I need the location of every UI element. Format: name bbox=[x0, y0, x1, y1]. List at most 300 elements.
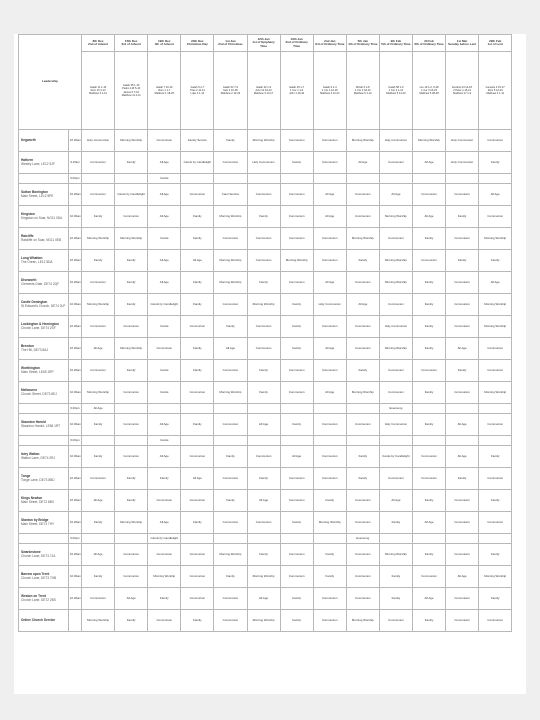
service-time-cell: 10.30am bbox=[69, 468, 82, 490]
service-cell: Communion bbox=[446, 382, 479, 404]
service-cell: Communion bbox=[247, 446, 280, 468]
service-cell: Family bbox=[479, 490, 512, 512]
church-address: Tonge Lane, DE73 8BD bbox=[21, 477, 55, 482]
service-cell bbox=[412, 174, 445, 184]
sunday-name-label: 2nd of Christmas bbox=[218, 42, 243, 46]
service-cell: Communion bbox=[412, 360, 445, 382]
service-cell: Communion bbox=[313, 360, 346, 382]
service-cell bbox=[446, 436, 479, 446]
service-cell bbox=[181, 534, 214, 544]
service-cell: Morning Worship bbox=[82, 228, 115, 250]
service-cell: Carols bbox=[148, 436, 181, 446]
service-time-cell: 10.30am bbox=[69, 184, 82, 206]
service-cell: All Age bbox=[412, 588, 445, 610]
service-cell: Family bbox=[412, 382, 445, 404]
service-time-cell: 6.00pm bbox=[69, 174, 82, 184]
date-header-cell bbox=[479, 35, 512, 52]
church-name: Staunton Harold bbox=[21, 419, 46, 424]
service-cell: Communion bbox=[115, 566, 148, 588]
service-cell: Family bbox=[181, 338, 214, 360]
service-cell bbox=[446, 174, 479, 184]
service-cell: All Age bbox=[313, 382, 346, 404]
service-cell: Communion bbox=[446, 490, 479, 512]
service-cell: Carols bbox=[148, 228, 181, 250]
service-cell bbox=[280, 534, 313, 544]
service-cell: Communion bbox=[280, 360, 313, 382]
date-label: 8th Dec bbox=[92, 38, 104, 43]
service-cell: Morning Worship bbox=[82, 382, 115, 404]
service-cell: All Age bbox=[82, 338, 115, 360]
service-cell: Evensong bbox=[346, 534, 379, 544]
table-row bbox=[19, 272, 512, 294]
service-cell: All Age bbox=[346, 294, 379, 316]
service-cell: Communion bbox=[313, 468, 346, 490]
service-cell: Family bbox=[479, 588, 512, 610]
church-name: Kings Newton bbox=[21, 495, 43, 500]
date-header-cell bbox=[313, 35, 346, 52]
service-cell: Communion bbox=[379, 294, 412, 316]
service-cell: Family bbox=[214, 566, 247, 588]
service-cell: Communion bbox=[280, 382, 313, 404]
church-name-cell bbox=[19, 534, 69, 544]
service-cell: Family bbox=[346, 446, 379, 468]
date-header-cell bbox=[181, 35, 214, 52]
table-row bbox=[19, 512, 512, 534]
church-address: St Edward's Church, DE74 2LP bbox=[21, 303, 66, 308]
service-time-cell: 10.30am bbox=[69, 250, 82, 272]
schedule-sheet bbox=[14, 34, 526, 694]
service-cell: Morning Worship bbox=[346, 228, 379, 250]
church-name-cell bbox=[19, 468, 69, 490]
sunday-name-label: 1st of Epiphany Time bbox=[252, 40, 275, 48]
service-cell: Communion bbox=[115, 544, 148, 566]
service-cell: Communion bbox=[479, 338, 512, 360]
service-cell bbox=[346, 436, 379, 446]
church-address: Main Street, LE12 5PE bbox=[21, 193, 54, 198]
service-cell bbox=[214, 534, 247, 544]
service-cell bbox=[247, 436, 280, 446]
service-cell: Morning Worship bbox=[379, 544, 412, 566]
date-header-cell bbox=[379, 35, 412, 52]
service-cell: Communion bbox=[82, 588, 115, 610]
church-name: Barrow upon Trent bbox=[21, 571, 50, 576]
table-row bbox=[19, 130, 512, 152]
service-cell bbox=[214, 436, 247, 446]
service-cell bbox=[115, 534, 148, 544]
service-cell: Communion bbox=[446, 512, 479, 534]
service-cell bbox=[214, 404, 247, 414]
church-name: Hathern bbox=[21, 157, 34, 162]
service-cell: All Age bbox=[148, 414, 181, 436]
church-address: Walton Lane, DE74 2RJ bbox=[21, 455, 56, 460]
service-time-cell: 10.30am bbox=[69, 294, 82, 316]
date-header-cell bbox=[346, 35, 379, 52]
sunday-name-label: 3rd of Ordinary Time bbox=[315, 42, 345, 46]
service-time-cell: 10.30am bbox=[69, 316, 82, 338]
church-name-cell bbox=[19, 588, 69, 610]
church-name-cell bbox=[19, 436, 69, 446]
service-cell: All Age bbox=[446, 446, 479, 468]
service-cell bbox=[479, 174, 512, 184]
service-cell: Family bbox=[82, 566, 115, 588]
service-cell: Family bbox=[148, 468, 181, 490]
service-cell: All Age bbox=[313, 272, 346, 294]
readings-cell: Isaiah 42 1-9 Acts 10 34-43 Matthew 3 13-17 bbox=[247, 52, 280, 130]
church-name: Long Whatton bbox=[21, 255, 43, 260]
service-cell: All Age bbox=[313, 206, 346, 228]
service-cell: All Age bbox=[313, 184, 346, 206]
service-cell: Communion bbox=[346, 544, 379, 566]
readings-cell: Isaiah 7 10-16 Rom 1 1-7 Matthew 1 18-25 bbox=[148, 52, 181, 130]
service-cell: Communion bbox=[313, 228, 346, 250]
church-address: Church Lane, DE74 2SF bbox=[21, 325, 56, 330]
table-row bbox=[19, 544, 512, 566]
church-address: Main Street, DE73 7HY bbox=[21, 521, 55, 526]
service-cell bbox=[379, 436, 412, 446]
service-cell: Family bbox=[247, 272, 280, 294]
service-cell: Communion bbox=[446, 316, 479, 338]
service-cell: Communion bbox=[346, 566, 379, 588]
date-header-cell bbox=[280, 35, 313, 52]
service-cell: Communion bbox=[346, 512, 379, 534]
church-name: Kingston bbox=[21, 211, 35, 216]
service-cell bbox=[280, 436, 313, 446]
service-cell: Carols bbox=[148, 382, 181, 404]
table-row bbox=[19, 566, 512, 588]
service-time-cell: 10.30am bbox=[69, 272, 82, 294]
table-row bbox=[19, 588, 512, 610]
service-cell: Family bbox=[479, 446, 512, 468]
sunday-name-label: Christmas Day bbox=[186, 42, 208, 46]
service-cell: Communion bbox=[148, 544, 181, 566]
service-cell: Communion bbox=[446, 610, 479, 632]
service-cell: Morning Worship bbox=[247, 294, 280, 316]
service-cell bbox=[479, 404, 512, 414]
service-cell: Communion bbox=[148, 610, 181, 632]
service-cell: Communion bbox=[214, 228, 247, 250]
service-cell: Communion bbox=[148, 338, 181, 360]
service-cell: Communion bbox=[181, 566, 214, 588]
service-cell: Morning Worship bbox=[412, 130, 445, 152]
service-cell: Morning Worship bbox=[346, 130, 379, 152]
service-cell: Family bbox=[82, 414, 115, 436]
service-cell: All Age bbox=[412, 206, 445, 228]
service-cell: Communion bbox=[247, 250, 280, 272]
service-cell: Morning Worship bbox=[214, 544, 247, 566]
service-cell: Family bbox=[115, 468, 148, 490]
church-address: Clements Gate, DE74 2QF bbox=[21, 281, 60, 286]
service-cell: All Age bbox=[379, 184, 412, 206]
date-label: 23 Feb bbox=[424, 38, 434, 43]
service-time-cell: 6.00pm bbox=[69, 436, 82, 446]
service-time-cell: 10.30am bbox=[69, 544, 82, 566]
service-cell bbox=[82, 174, 115, 184]
church-name-cell bbox=[19, 316, 69, 338]
service-time-cell: 10.30am bbox=[69, 588, 82, 610]
service-cell: Family bbox=[280, 610, 313, 632]
table-row bbox=[19, 534, 512, 544]
service-cell: Morning Worship bbox=[280, 250, 313, 272]
service-cell bbox=[115, 436, 148, 446]
table-row bbox=[19, 206, 512, 228]
service-cell: Communion bbox=[82, 272, 115, 294]
service-cell: Communion bbox=[82, 468, 115, 490]
service-cell: Communion bbox=[280, 206, 313, 228]
service-cell: Family bbox=[82, 446, 115, 468]
church-address: Church Street, DE73 8EJ bbox=[21, 391, 57, 396]
readings-cell: Isaiah 35 1-10 Psalm 146 5-10 James 5 7-10 Matthew 11 2-11 bbox=[115, 52, 148, 130]
service-cell: Communion bbox=[346, 338, 379, 360]
table-row bbox=[19, 360, 512, 382]
service-cell: Morning Worship bbox=[346, 382, 379, 404]
service-cell: Family bbox=[412, 228, 445, 250]
service-cell: Family bbox=[214, 446, 247, 468]
service-cell: Family bbox=[379, 512, 412, 534]
table-row bbox=[19, 152, 512, 174]
service-cell: Communion bbox=[412, 566, 445, 588]
service-cell: Communion bbox=[148, 130, 181, 152]
sunday-name-label: 4th of Advent bbox=[154, 42, 174, 46]
service-cell: Communion bbox=[379, 360, 412, 382]
service-cell: Communion bbox=[214, 414, 247, 436]
service-cell: Morning Worship bbox=[115, 130, 148, 152]
readings-cell: Exodus 24 12-18 2 Peter 1 16-21 Matthew 17 1-9 bbox=[446, 52, 479, 130]
table-row bbox=[19, 490, 512, 512]
service-cell: Communion bbox=[446, 272, 479, 294]
church-address: The Green, LE12 5DA bbox=[21, 259, 53, 264]
service-cell: Family bbox=[412, 490, 445, 512]
service-cell: Communion bbox=[479, 414, 512, 436]
service-cell: Communion bbox=[479, 468, 512, 490]
service-cell: Carols bbox=[148, 316, 181, 338]
service-cell: All Age bbox=[280, 446, 313, 468]
table-row bbox=[19, 446, 512, 468]
table-row bbox=[19, 338, 512, 360]
service-cell: Communion bbox=[214, 360, 247, 382]
service-cell: Morning Worship bbox=[115, 338, 148, 360]
church-name-cell bbox=[19, 174, 69, 184]
service-cell: Communion bbox=[479, 360, 512, 382]
date-label: 19th Jan bbox=[290, 37, 303, 42]
church-name-cell bbox=[19, 544, 69, 566]
readings-cell: Isaiah 63 7-9 Heb 2 10-18 Matthew 2 13-23 bbox=[214, 52, 247, 130]
service-cell: Morning Worship bbox=[214, 250, 247, 272]
service-cell bbox=[379, 174, 412, 184]
table-row bbox=[19, 250, 512, 272]
service-cell: Family bbox=[280, 588, 313, 610]
service-cell: All Age bbox=[82, 404, 115, 414]
service-cell bbox=[148, 404, 181, 414]
service-time-cell: 10.30am bbox=[69, 490, 82, 512]
leadership-corner-label: Leadership bbox=[19, 35, 82, 130]
service-cell: Communion bbox=[181, 544, 214, 566]
church-name-cell bbox=[19, 512, 69, 534]
service-cell: Morning Worship bbox=[82, 610, 115, 632]
church-name-cell bbox=[19, 490, 69, 512]
service-cell: Family bbox=[148, 588, 181, 610]
church-name-cell bbox=[19, 184, 69, 206]
church-name: Melbourne bbox=[21, 387, 38, 392]
service-cell: Communion bbox=[115, 206, 148, 228]
service-cell: Communion bbox=[313, 130, 346, 152]
service-cell: All Age bbox=[247, 414, 280, 436]
service-cell: Communion bbox=[446, 588, 479, 610]
table-row bbox=[19, 468, 512, 490]
church-name: Stanton by Bridge bbox=[21, 517, 49, 522]
service-cell: Carols bbox=[148, 174, 181, 184]
service-cell bbox=[280, 174, 313, 184]
service-cell: Morning Worship bbox=[379, 338, 412, 360]
service-cell: Communion bbox=[214, 468, 247, 490]
church-address: Ratcliffe on Soar, NG11 0EB bbox=[21, 237, 62, 242]
service-cell bbox=[247, 534, 280, 544]
service-cell bbox=[412, 534, 445, 544]
service-cell: Morning Worship bbox=[214, 382, 247, 404]
service-rota-table bbox=[18, 34, 512, 632]
readings-cell: Lev 19 1-2, 9-18 1 Cor 3 10-23 Matthew 5 38-48 bbox=[412, 52, 445, 130]
table-row bbox=[19, 294, 512, 316]
service-cell: Evensong bbox=[379, 404, 412, 414]
church-name-cell bbox=[19, 272, 69, 294]
table-body bbox=[19, 130, 512, 632]
service-cell: All Age bbox=[412, 512, 445, 534]
service-cell: Family bbox=[115, 360, 148, 382]
church-address: The Hill, DE73 8AJ bbox=[21, 347, 48, 352]
service-cell: Communion bbox=[115, 446, 148, 468]
service-cell: Family bbox=[82, 206, 115, 228]
church-name-cell bbox=[19, 338, 69, 360]
readings-cell: Isaiah 58 1-9 1 Cor 2 1-12 Matthew 5 13-20 bbox=[379, 52, 412, 130]
service-cell: Communion bbox=[479, 512, 512, 534]
service-cell: Holy Communion bbox=[247, 152, 280, 174]
service-cell: Communion bbox=[313, 588, 346, 610]
service-cell: Communion bbox=[82, 316, 115, 338]
service-cell: Communion bbox=[181, 184, 214, 206]
service-cell: Morning Worship bbox=[148, 566, 181, 588]
service-cell: Family bbox=[379, 588, 412, 610]
service-cell: Family bbox=[214, 490, 247, 512]
table-row bbox=[19, 316, 512, 338]
service-cell: All Age bbox=[247, 490, 280, 512]
service-time-cell: 6.30pm bbox=[69, 404, 82, 414]
service-cell: Communion bbox=[181, 382, 214, 404]
service-cell bbox=[115, 174, 148, 184]
service-cell: Communion bbox=[82, 360, 115, 382]
service-cell bbox=[82, 436, 115, 446]
church-name: Sutton Bonington bbox=[21, 189, 48, 194]
service-cell: Communion bbox=[280, 184, 313, 206]
service-cell: Communion bbox=[247, 228, 280, 250]
service-cell bbox=[313, 534, 346, 544]
service-cell: Morning Worship bbox=[247, 566, 280, 588]
service-cell: All Age bbox=[479, 272, 512, 294]
readings-cell: Isaiah 49 1-7 1 Cor 1 1-9 John 1 29-42 bbox=[280, 52, 313, 130]
service-cell: Family bbox=[479, 544, 512, 566]
service-cell: Communion bbox=[313, 610, 346, 632]
service-cell: Morning Worship bbox=[247, 610, 280, 632]
service-cell: Morning Worship bbox=[247, 130, 280, 152]
church-name-cell bbox=[19, 294, 69, 316]
service-cell: Morning Worship bbox=[479, 382, 512, 404]
service-time-cell: 10.30am bbox=[69, 512, 82, 534]
service-cell: Communion bbox=[379, 382, 412, 404]
service-cell: Communion bbox=[412, 468, 445, 490]
service-cell: Family bbox=[412, 272, 445, 294]
service-cell: Communion bbox=[280, 566, 313, 588]
service-cell: Family bbox=[280, 512, 313, 534]
service-cell: Communion bbox=[115, 382, 148, 404]
service-cell: All Age bbox=[181, 250, 214, 272]
service-cell: All Age bbox=[148, 272, 181, 294]
service-cell: Family bbox=[181, 294, 214, 316]
church-name-cell bbox=[19, 152, 69, 174]
sunday-name-label: 6th of Ordinary Time bbox=[414, 42, 444, 46]
service-cell: Family bbox=[247, 544, 280, 566]
church-name: Tonge bbox=[21, 473, 31, 478]
service-cell: Communion bbox=[479, 206, 512, 228]
service-time-cell: 10.30am bbox=[69, 130, 82, 152]
service-cell: Family bbox=[247, 360, 280, 382]
sunday-name-label: 5th of Ordinary Time bbox=[381, 42, 411, 46]
service-cell: Family bbox=[115, 490, 148, 512]
service-cell: Communion bbox=[479, 610, 512, 632]
service-cell: Family bbox=[82, 250, 115, 272]
service-cell: All Age bbox=[214, 338, 247, 360]
church-name: Kegworth bbox=[21, 137, 36, 142]
church-name-cell bbox=[19, 404, 69, 414]
service-cell: Communion bbox=[412, 250, 445, 272]
service-cell: Carols bbox=[148, 360, 181, 382]
service-cell bbox=[446, 404, 479, 414]
service-cell: Communion bbox=[346, 184, 379, 206]
service-cell: Morning Worship bbox=[214, 272, 247, 294]
service-time-cell: 10.30am bbox=[69, 446, 82, 468]
service-cell: Communion bbox=[379, 152, 412, 174]
service-cell: Carols by Candlelight bbox=[148, 534, 181, 544]
service-cell: Communion bbox=[446, 544, 479, 566]
service-cell: Carols by Candlelight bbox=[379, 446, 412, 468]
service-cell: Family bbox=[82, 512, 115, 534]
table-row bbox=[19, 436, 512, 446]
service-cell: All Age bbox=[82, 490, 115, 512]
service-cell: Communion bbox=[247, 316, 280, 338]
date-header-cell bbox=[214, 35, 247, 52]
service-cell: Family bbox=[379, 566, 412, 588]
service-cell bbox=[115, 404, 148, 414]
service-cell: Holy Communion bbox=[82, 130, 115, 152]
church-address: Main Street, LE65 1RP bbox=[21, 369, 54, 374]
date-label: 5th Jan bbox=[357, 38, 369, 43]
service-cell: Family bbox=[313, 566, 346, 588]
service-cell bbox=[479, 534, 512, 544]
service-cell: Family bbox=[181, 512, 214, 534]
date-header-cell bbox=[82, 35, 115, 52]
date-label: 24th Dec bbox=[191, 38, 204, 43]
service-cell: Family bbox=[446, 468, 479, 490]
service-cell: All Age bbox=[446, 338, 479, 360]
service-cell: Family bbox=[214, 130, 247, 152]
service-cell: Family bbox=[115, 250, 148, 272]
service-cell: All Age bbox=[148, 512, 181, 534]
church-name: Isley Walton bbox=[21, 451, 40, 456]
service-cell: Morning Worship bbox=[115, 512, 148, 534]
service-cell: Family bbox=[247, 206, 280, 228]
date-header-cell bbox=[148, 35, 181, 52]
service-cell: All Age bbox=[446, 566, 479, 588]
service-cell bbox=[346, 404, 379, 414]
sunday-name-label: 2nd of Ordinary Time bbox=[285, 40, 308, 48]
service-cell: Communion bbox=[412, 184, 445, 206]
